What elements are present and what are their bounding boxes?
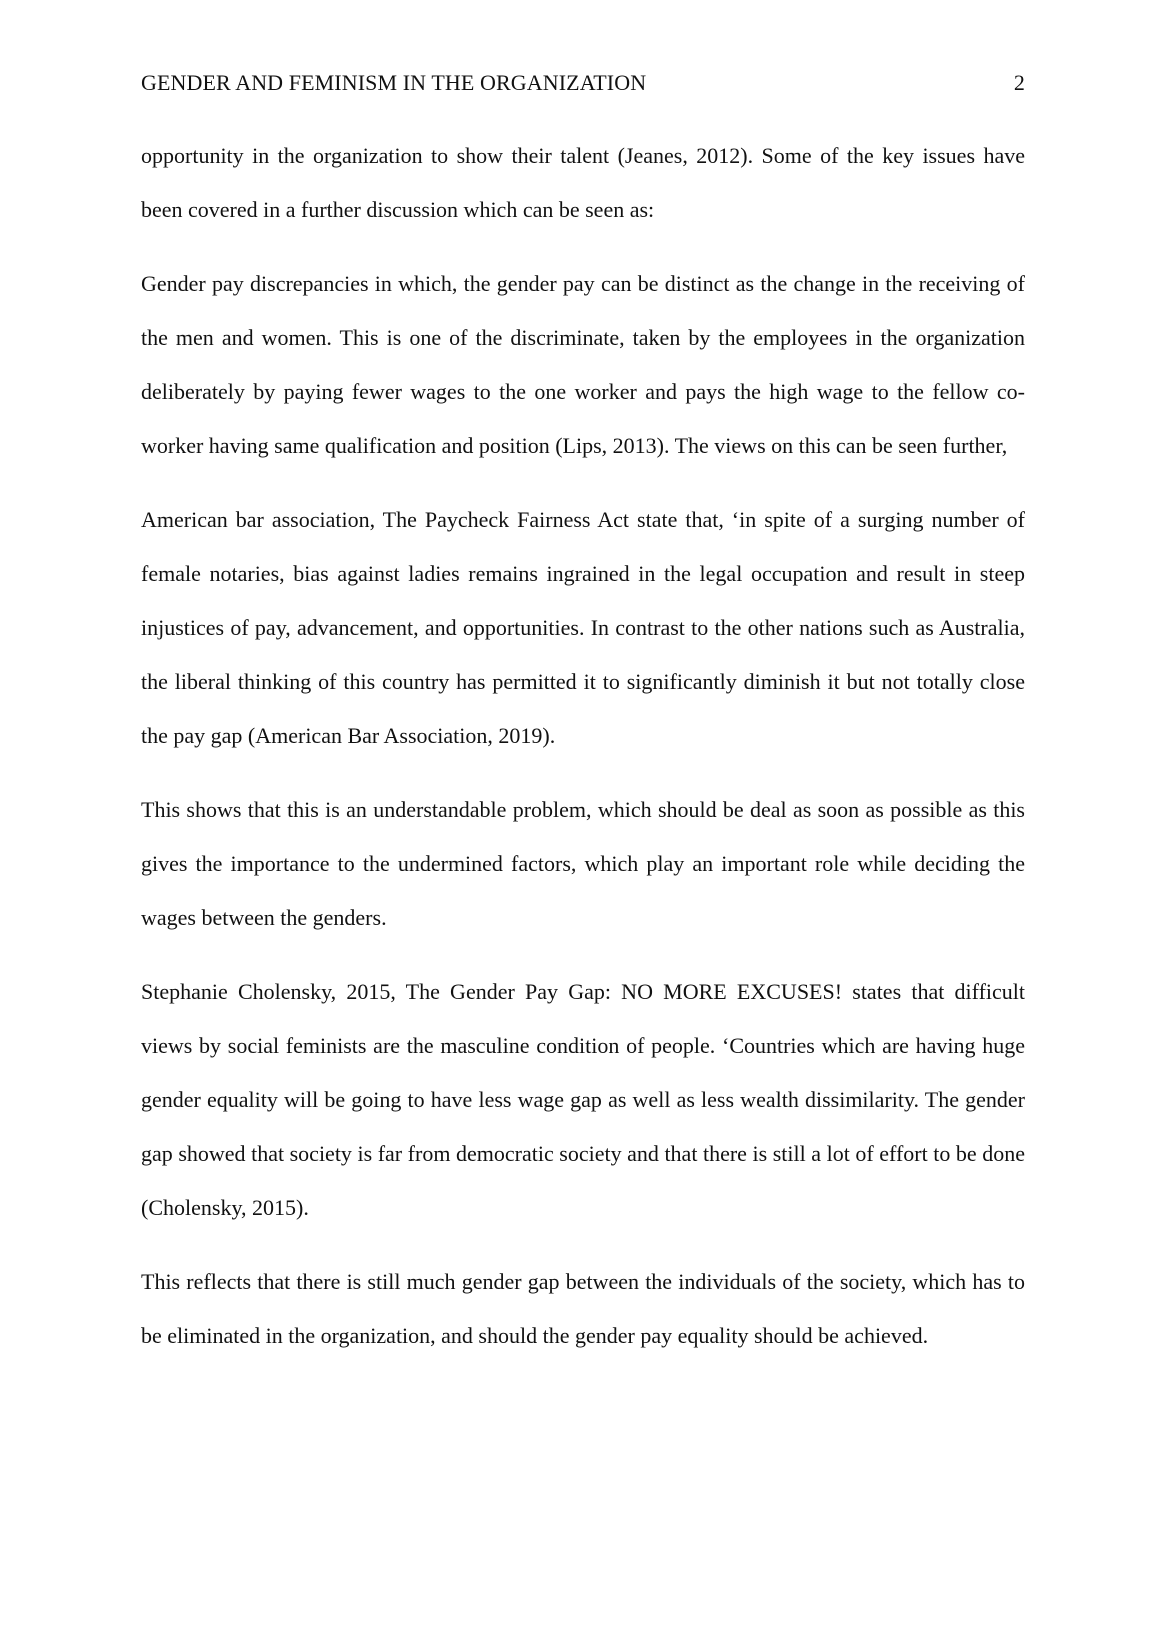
page-number: 2 — [1013, 70, 1025, 95]
running-head — [141, 66, 1025, 100]
paragraph-gender-pay-discrepancies: Gender pay discrepancies in which, the gender pay can be distinct as the change in the receiving of the men and women. This is one of the discriminate, taken by the employees in the organization deliberately by paying fewer wages to the one worker and pays the high wage to the fellow co-worker having same qualification and position (Lips, 2013). The views on this can be seen further, — [141, 271, 1025, 458]
paragraph-american-bar-association: American bar association, The Paycheck Fairness Act state that, ‘in spite of a surging number of female notaries, bias against ladies remains ingrained in the legal occupation and result in steep injustices of pay, advancement, and opportunities. In contrast to the other nations such as Australia, the liberal thinking of this country has permitted it to significantly diminish it but not totally close the pay gap (American Bar Association, 2019). — [141, 507, 1025, 748]
header-title: GENDER AND FEMINISM IN THE ORGANIZATION — [141, 70, 647, 95]
body-text — [141, 129, 1025, 1383]
paragraph-understandable-problem: This shows that this is an understandable problem, which should be deal as soon as possible as this gives the importance to the undermined factors, which play an important role while deciding the wages between the genders. — [141, 797, 1025, 930]
paragraph-cholensky: Stephanie Cholensky, 2015, The Gender Pay Gap: NO MORE EXCUSES! states that difficult views by social feminists are the masculine condition of people. ‘Countries which are having huge gender equality will be going to have less wage gap as well as less wealth dissimilarity. The gender gap showed that society is far from democratic society and that there is still a lot of effort to be done (Cholensky, 2015). — [141, 979, 1025, 1220]
paragraph-conclusion: This reflects that there is still much gender gap between the individuals of the society, which has to be eliminated in the organization, and should the gender pay equality should be achieved. — [141, 1269, 1025, 1348]
paragraph-continuation: opportunity in the organization to show their talent (Jeanes, 2012). Some of the key issues have been covered in a further discussion which can be seen as: — [141, 143, 1025, 222]
